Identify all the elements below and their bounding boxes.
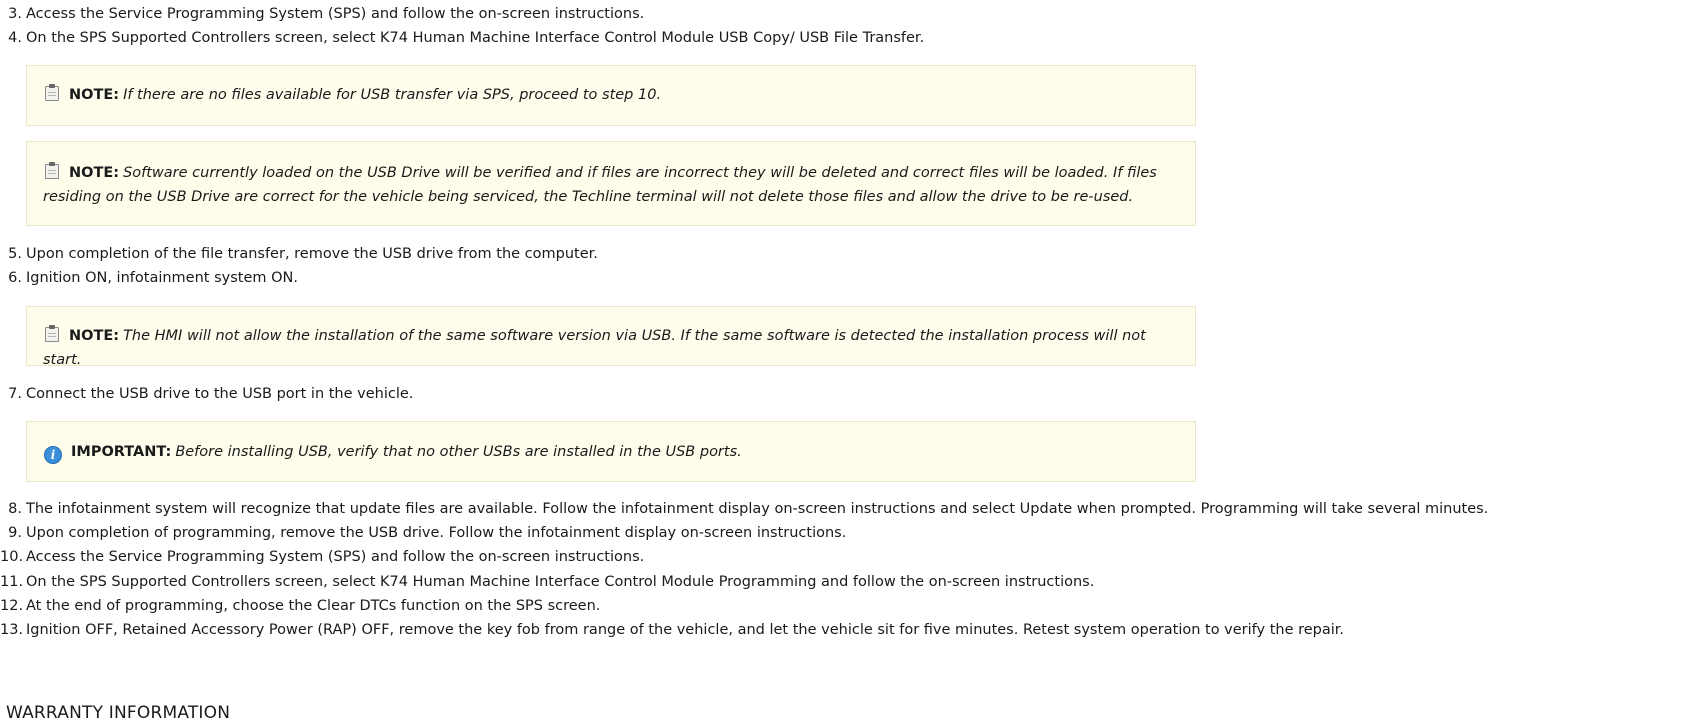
step-number: 5. <box>8 246 22 262</box>
note-box-1 <box>26 65 1196 126</box>
important-label: IMPORTANT: <box>71 444 172 460</box>
note-text: Software currently loaded on the USB Drive will be verified and if files are incorrect they will be deleted and correct files will be loaded. If files residing on the USB Drive are correct for the vehicle being serviced, the Techline terminal will not delete those files and allow the drive to be re-used. <box>43 165 1157 205</box>
step-number: 9. <box>8 525 22 541</box>
step-number: 13. <box>0 622 24 638</box>
step-number: 10. <box>0 549 24 565</box>
note-label: NOTE: <box>69 328 120 344</box>
step-text: Upon completion of the file transfer, remove the USB drive from the computer. <box>26 246 598 262</box>
step-number: 11. <box>0 574 24 590</box>
important-text: Before installing USB, verify that no other USBs are installed in the USB ports. <box>175 444 742 460</box>
step-text: Connect the USB drive to the USB port in the vehicle. <box>26 386 414 402</box>
step-3 <box>0 3 644 25</box>
step-7 <box>0 383 413 405</box>
step-number: 12. <box>0 598 24 614</box>
note-box-2 <box>26 141 1196 226</box>
step-number: 3. <box>8 6 22 22</box>
note-label: NOTE: <box>69 165 120 181</box>
step-number: 6. <box>8 270 22 286</box>
step-text: Upon completion of programming, remove the USB drive. Follow the infotainment display on-screen instructions. <box>26 525 847 541</box>
step-13 <box>0 619 1344 641</box>
step-10 <box>0 546 644 568</box>
note-label: NOTE: <box>69 87 120 103</box>
step-9 <box>0 522 846 544</box>
clipboard-icon <box>45 325 59 342</box>
step-5 <box>0 243 598 265</box>
section-title-warranty: WARRANTY INFORMATION <box>6 703 231 723</box>
step-8 <box>0 498 1488 520</box>
step-text: At the end of programming, choose the Clear DTCs function on the SPS screen. <box>26 598 601 614</box>
note-text: The HMI will not allow the installation of the same software version via USB. If the same software is detected the installation process will not start. <box>43 328 1146 368</box>
note-box-3 <box>26 306 1196 366</box>
step-text: On the SPS Supported Controllers screen, select K74 Human Machine Interface Control Module Programming and follow the on-screen instructions. <box>26 574 1095 590</box>
step-text: The infotainment system will recognize that update files are available. Follow the infotainment display on-screen instructions and select Update when prompted. Programming will take several minutes. <box>26 501 1489 517</box>
clipboard-icon <box>45 162 59 179</box>
important-box <box>26 421 1196 482</box>
step-number: 4. <box>8 30 22 46</box>
step-6 <box>0 267 298 289</box>
step-11 <box>0 571 1094 593</box>
step-text: Ignition ON, infotainment system ON. <box>26 270 298 286</box>
note-text: If there are no files available for USB transfer via SPS, proceed to step 10. <box>123 87 662 103</box>
step-text: Ignition OFF, Retained Accessory Power (RAP) OFF, remove the key fob from range of the vehicle, and let the vehicle sit for five minutes. Retest system operation to verify the repair. <box>26 622 1345 638</box>
step-12 <box>0 595 600 617</box>
info-icon: i <box>44 446 62 464</box>
step-4 <box>0 27 924 49</box>
step-text: Access the Service Programming System (SPS) and follow the on-screen instructions. <box>26 6 645 22</box>
clipboard-icon <box>45 84 59 101</box>
step-text: On the SPS Supported Controllers screen, select K74 Human Machine Interface Control Module USB Copy/ USB File Transfer. <box>26 30 925 46</box>
step-number: 7. <box>8 386 22 402</box>
step-number: 8. <box>8 501 22 517</box>
step-text: Access the Service Programming System (SPS) and follow the on-screen instructions. <box>26 549 645 565</box>
